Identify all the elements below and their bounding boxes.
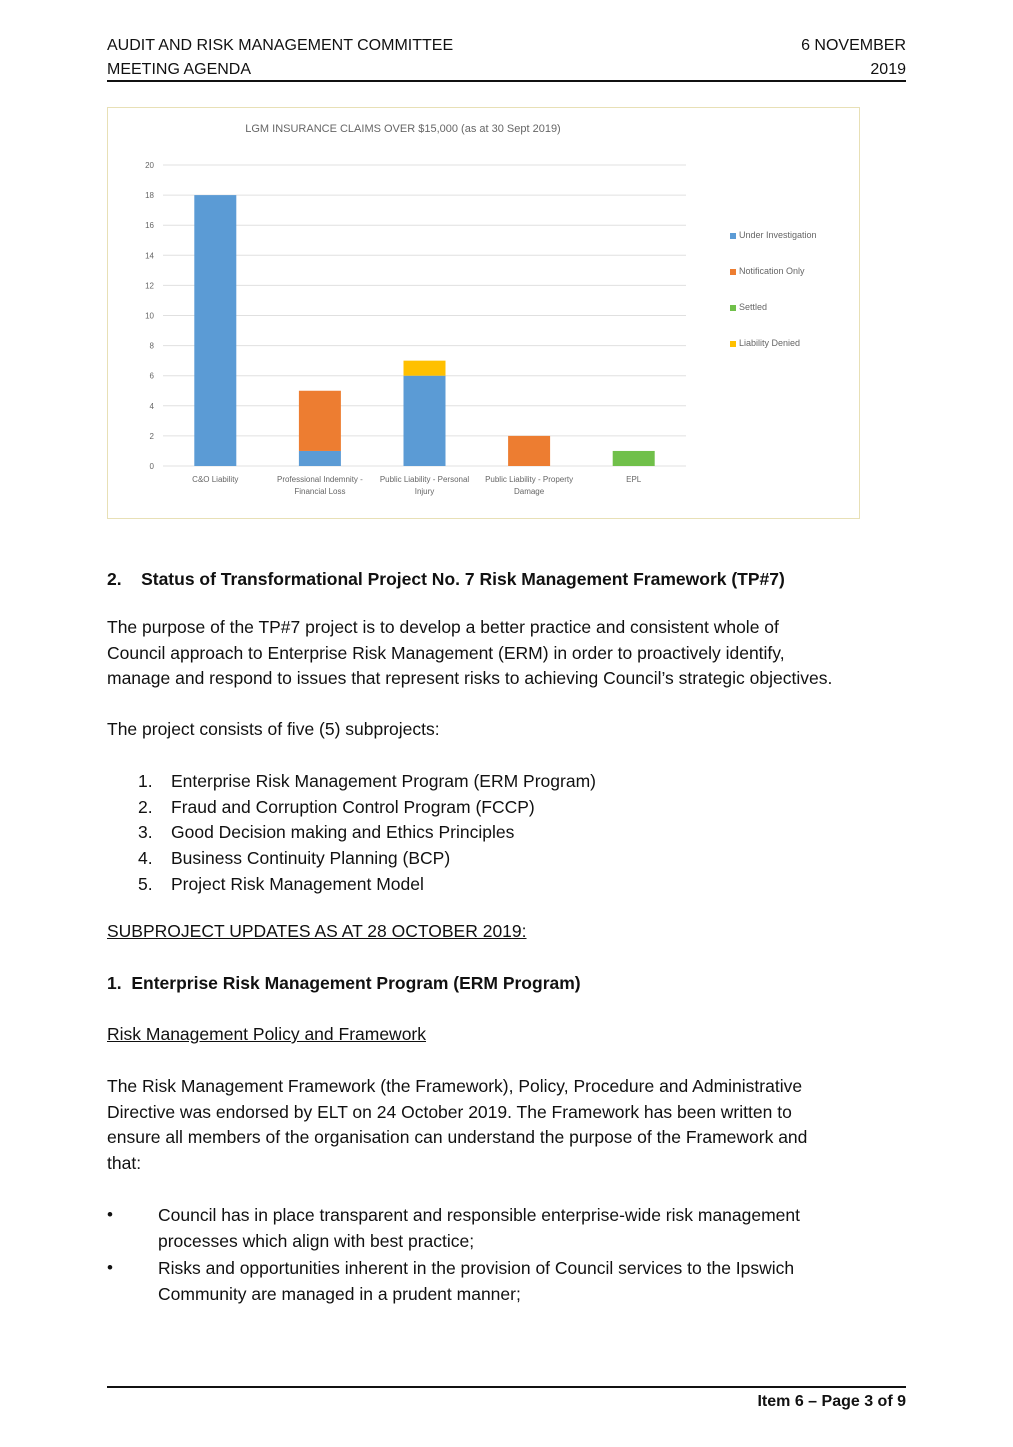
list-item-number: 5. [138,874,153,894]
claims-chart [107,107,860,519]
purpose-line: Council approach to Enterprise Risk Management (ERM) in order to proactively identify, [107,642,785,663]
list-item: Enterprise Risk Management Program (ERM Program) [171,771,596,791]
framework-line: that: [107,1152,142,1173]
bullet-dot: • [107,1258,113,1277]
bullet-line: Community are managed in a prudent manner; [158,1283,521,1304]
bullet-line: processes which align with best practice; [158,1230,475,1251]
purpose-line: The purpose of the TP#7 project is to develop a better practice and consistent whole of [107,617,779,637]
section-heading [107,567,907,593]
framework-line: The Risk Management Framework (the Framework), Policy, Procedure and Administrative [107,1076,803,1096]
legend-item-settled [730,302,767,312]
legend-swatch [730,233,736,239]
list-item-number: 1. [138,771,153,791]
policy-heading: Risk Management Policy and Framework [107,1024,427,1044]
y-tick-label: 8 [149,341,154,351]
header-committee: AUDIT AND RISK MANAGEMENT COMMITTEE [107,37,454,54]
legend-swatch [730,269,736,275]
x-tick-label: Damage [513,487,545,496]
bar-segment [299,391,341,451]
framework-line: ensure all members of the organisation can understand the purpose of the Framework and [107,1127,808,1147]
y-tick-label: 2 [149,431,154,441]
chart-plot [108,108,861,520]
bullet-dot: • [107,1205,113,1224]
x-tick-label: EPL [626,475,642,484]
legend-label: Under Investigation [739,230,817,240]
y-tick-label: 10 [145,311,154,321]
bar-segment [404,376,446,466]
list-item-number: 2. [138,797,153,817]
page-number: Item 6 – Page 3 of 9 [757,1393,906,1410]
bar-segment [508,436,550,466]
bullet-line: Council has in place transparent and responsible enterprise-wide risk management [158,1205,801,1225]
legend-item-liability-denied [730,338,800,348]
legend-label: Settled [739,302,768,312]
list-item-number: 3. [138,822,153,842]
section-number: 2. [107,569,122,589]
purpose-line: manage and respond to issues that represent risks to achieving Council’s strategic objectives. [107,668,833,688]
x-tick-label: Financial Loss [294,487,346,496]
header-rule [107,80,906,82]
legend-swatch [730,305,736,311]
bullet-item [158,1203,898,1254]
subproject-title: Enterprise Risk Management Program (ERM Program) [131,973,581,993]
list-item: Project Risk Management Model [171,874,424,894]
list-item-number: 4. [138,848,153,868]
legend-label: Liability Denied [739,338,801,348]
y-tick-label: 6 [149,371,154,381]
footer-rule [107,1386,906,1388]
x-tick-label: Public Liability - Property [485,475,574,484]
list-item: Good Decision making and Ethics Principles [171,822,515,842]
updates-heading: SUBPROJECT UPDATES AS AT 28 OCTOBER 2019: [107,921,527,941]
legend-label: Notification Only [739,266,805,276]
legend-item-under-investigation [730,230,817,240]
bullet-item [158,1256,898,1307]
y-tick-label: 12 [145,281,154,291]
legend-swatch [730,341,736,347]
y-tick-label: 16 [145,221,154,231]
legend-item-notification-only [730,266,805,276]
bar-segment [404,361,446,376]
header-right [801,34,906,82]
x-tick-label: C&O Liability [192,475,239,484]
framework-paragraph [107,1074,907,1176]
header-date: 6 NOVEMBER [801,37,906,54]
y-tick-label: 18 [145,191,154,201]
x-tick-label: Professional Indemnity - [276,475,363,484]
y-tick-label: 20 [145,161,154,170]
header-left [107,34,453,82]
bullet-line: Risks and opportunities inherent in the provision of Council services to the Ipswich [158,1258,795,1278]
header-year: 2019 [870,61,906,78]
bar-segment [194,195,236,466]
y-tick-label: 14 [145,251,154,261]
subproject-heading [107,971,907,997]
bar-segment [299,451,341,466]
section-title: Status of Transformational Project No. 7 Risk Management Framework (TP#7) [141,569,785,589]
header-agenda: MEETING AGENDA [107,61,252,78]
y-tick-label: 0 [149,462,154,471]
list-item: Fraud and Corruption Control Program (FCCP) [171,797,535,817]
purpose-paragraph [107,615,907,692]
bar-segment [613,451,655,466]
chart-title: LGM INSURANCE CLAIMS OVER $15,000 (as at 30 Sept 2019) [245,123,561,135]
x-tick-label: Public Liability - Personal [379,475,470,484]
subproject-number: 1. [107,973,122,993]
subprojects-intro: The project consists of five (5) subprojects: [107,719,440,739]
framework-line: Directive was endorsed by ELT on 24 October 2019. The Framework has been written to [107,1101,792,1122]
y-tick-label: 4 [149,401,154,411]
list-item: Business Continuity Planning (BCP) [171,848,451,868]
x-tick-label: Injury [414,487,435,496]
